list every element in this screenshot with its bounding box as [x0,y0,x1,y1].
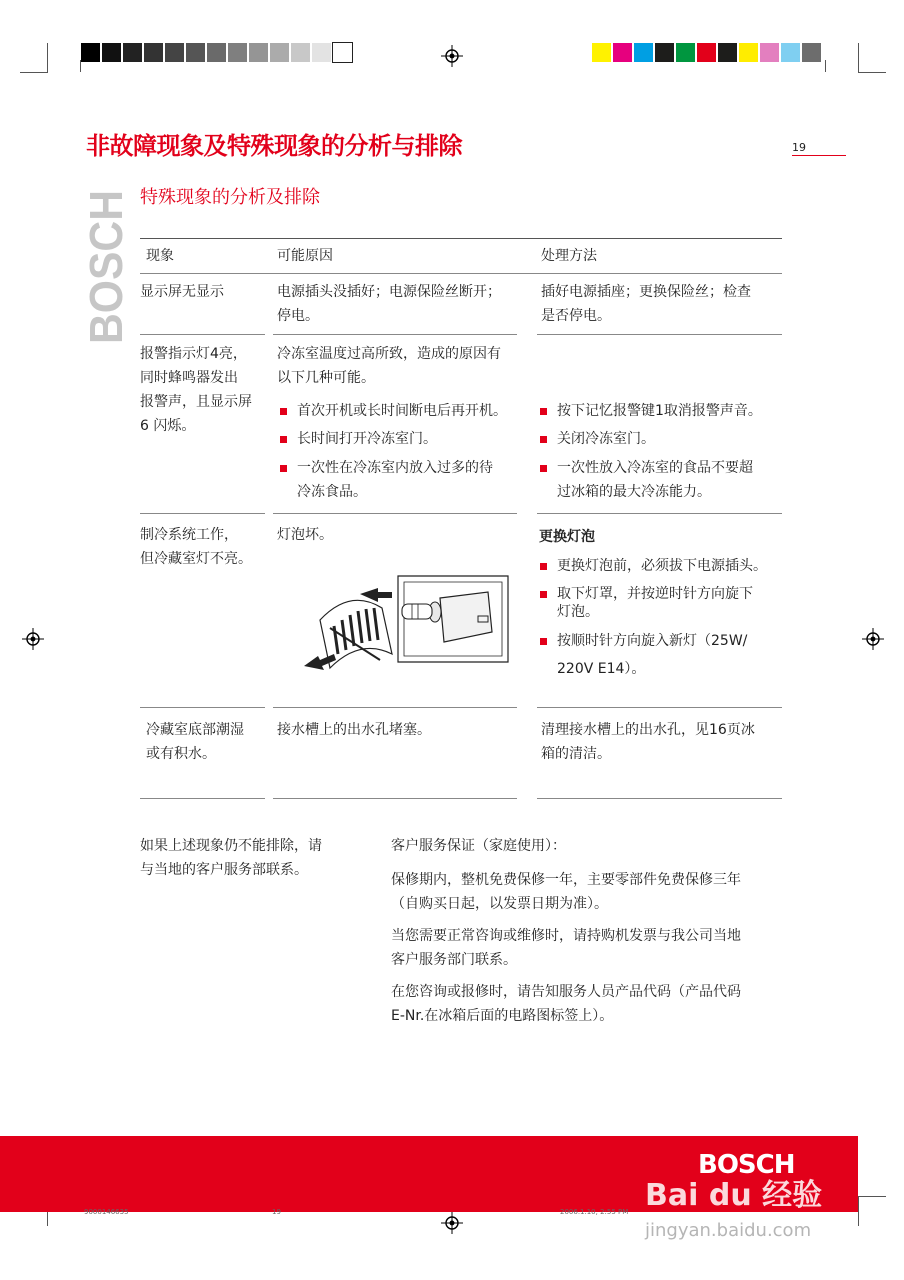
color-swatch [634,43,653,62]
color-swatch [291,43,310,62]
symptom-cell: 显示屏无显示 [140,284,224,300]
registration-mark-icon [862,628,884,650]
symptom-line: 制冷系统工作， [140,527,238,543]
page-title: 非故障现象及特殊现象的分析与排除 [86,132,462,160]
cause-cell: 接水槽上的出水孔堵塞。 [277,722,431,738]
slug-code: 9000146635 [84,1208,129,1216]
crop-mark [858,72,886,73]
solution-bullet: 一次性放入冷冻室的食品不要超 [537,456,753,480]
crop-mark [20,72,48,73]
service-paragraph-line: 当您需要正常咨询或维修时，请持购机发票与我公司当地 [391,928,741,944]
side-brand-logo [80,177,132,344]
color-swatch [613,43,632,62]
cause-bullet: 长时间打开冷冻室门。 [277,427,437,451]
row-divider [537,513,782,514]
slug-date: 2006.1.10, 2:55 PM [560,1208,629,1216]
table-bottom-rule [140,798,265,799]
registration-mark-icon [441,1212,463,1234]
solution-bullet: 取下灯罩，并按逆时针方向旋下 [537,582,753,606]
registration-mark-icon [441,45,463,67]
table-header-rule [140,273,782,274]
watermark-logo: Bai du 经验 [645,1178,823,1213]
color-swatch [655,43,674,62]
color-swatch [718,43,737,62]
color-swatch [207,43,226,62]
page-number: 19 [792,141,806,154]
color-swatch [144,43,163,62]
registration-mark-icon [22,628,44,650]
solution-bullet-continuation: 过冰箱的最大冷冻能力。 [557,484,711,500]
row-divider [537,334,782,335]
cause-intro-line: 冷冻室温度过高所致，造成的原因有 [277,346,501,362]
row-divider [140,513,265,514]
cause-intro-line: 以下几种可能。 [277,370,375,386]
color-swatch [228,43,247,62]
crop-mark [825,60,826,72]
solution-bullet-continuation: 220V E14）。 [557,661,646,677]
cause-bullet-continuation: 冷冻食品。 [297,484,367,500]
color-swatch [676,43,695,62]
cause-bullet: 首次开机或长时间断电后再开机。 [277,399,507,423]
service-paragraph-line: （自购买日起，以发票日期为准）。 [391,896,608,912]
solution-line: 插好电源插座；更换保险丝；检查 [541,284,751,300]
color-swatch [802,43,821,62]
column-header-cause: 可能原因 [277,248,333,264]
color-swatch [186,43,205,62]
watermark-url: jingyan.baidu.com [645,1220,812,1241]
solution-title: 更换灯泡 [539,529,595,545]
solution-bullet: 关闭冷冻室门。 [537,427,655,451]
crop-mark [47,43,48,73]
solution-bullet-continuation: 灯泡。 [557,604,599,620]
color-swatch [781,43,800,62]
color-swatch [697,43,716,62]
color-swatch [249,43,268,62]
row-divider [273,513,517,514]
row-divider [273,334,517,335]
solution-line: 清理接水槽上的出水孔，见16页冰 [541,722,755,738]
color-swatch [739,43,758,62]
symptom-line: 同时蜂鸣器发出 [140,370,238,386]
column-header-symptom: 现象 [146,248,174,264]
footer-brand-logo: BOSCH [698,1150,795,1180]
row-divider [273,707,517,708]
side-brand-text: BOSCH [80,177,132,344]
service-paragraph-line: 保修期内，整机免费保修一年，主要零部件免费保修三年 [391,872,741,888]
symptom-line: 报警声，且显示屏 [140,394,252,410]
row-divider [537,707,782,708]
color-swatch [760,43,779,62]
table-bottom-rule [273,798,517,799]
table-bottom-rule [537,798,782,799]
crop-mark [858,1196,859,1226]
cause-bullet: 一次性在冷冻室内放入过多的待 [277,456,493,480]
symptom-line: 或有积水。 [146,746,216,762]
column-header-solution: 处理方法 [541,248,597,264]
page-number-underline [792,155,846,156]
symptom-line: 6 闪烁。 [140,418,196,434]
color-swatch [165,43,184,62]
cause-line: 电源插头没插好；电源保险丝断开； [277,284,501,300]
color-swatch [123,43,142,62]
section-title: 特殊现象的分析及排除 [140,187,320,208]
cause-line: 停电。 [277,308,319,324]
solution-bullet: 更换灯泡前，必须拔下电源插头。 [537,554,767,578]
crop-mark [858,1196,886,1197]
symptom-line: 报警指示灯4亮， [140,346,247,362]
color-swatch [333,43,352,62]
symptom-line: 但冷藏室灯不亮。 [140,551,252,567]
color-swatch [270,43,289,62]
color-swatch [102,43,121,62]
service-paragraph-line: 客户服务部门联系。 [391,952,517,968]
service-paragraph-line: E-Nr.在冰箱后面的电路图标签上）。 [391,1008,614,1024]
solution-line: 是否停电。 [541,308,611,324]
contact-note-line: 如果上述现象仍不能排除，请 [140,838,322,854]
service-title: 客户服务保证（家庭使用）： [391,838,566,854]
symptom-line: 冷藏室底部潮湿 [146,722,244,738]
lamp-replacement-illustration [300,570,515,675]
table-top-rule [140,238,782,239]
solution-bullet: 按顺时针方向旋入新灯（25W/ [537,629,747,653]
row-divider [140,707,265,708]
contact-note-line: 与当地的客户服务部联系。 [140,862,308,878]
color-swatch [312,43,331,62]
solution-bullet: 按下记忆报警键1取消报警声音。 [537,399,762,423]
cause-cell: 灯泡坏。 [277,527,333,543]
color-swatch [592,43,611,62]
row-divider [140,334,265,335]
solution-line: 箱的清洁。 [541,746,611,762]
color-swatch [81,43,100,62]
slug-page: 19 [272,1208,281,1216]
crop-mark [858,43,859,73]
service-paragraph-line: 在您咨询或报修时，请告知服务人员产品代码（产品代码 [391,984,741,1000]
